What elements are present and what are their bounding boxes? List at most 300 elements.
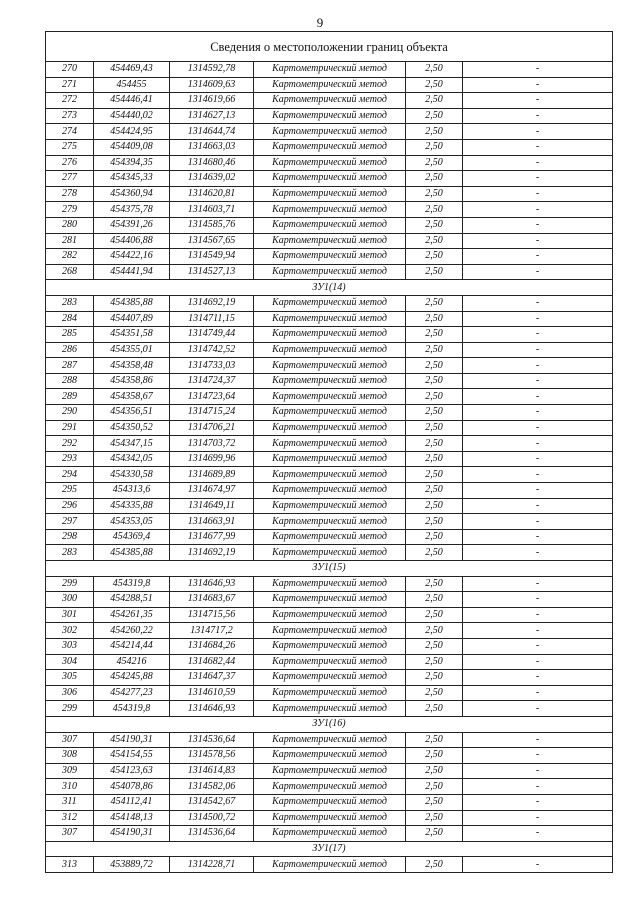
method-cell: Картометрический метод	[254, 607, 406, 623]
table-row	[46, 233, 613, 249]
remark-cell: -	[463, 186, 613, 202]
point-number-cell: 309	[46, 763, 94, 779]
x-coordinate-cell: 454409,08	[94, 139, 170, 155]
precision-cell: 2,50	[406, 685, 463, 701]
remark-cell: -	[463, 794, 613, 810]
precision-cell: 2,50	[406, 623, 463, 639]
point-number-cell: 274	[46, 124, 94, 140]
remark-cell: -	[463, 93, 613, 109]
table-row	[46, 592, 613, 608]
point-number-cell: 284	[46, 311, 94, 327]
x-coordinate-cell: 454260,22	[94, 623, 170, 639]
remark-cell: -	[463, 748, 613, 764]
point-number-cell: 291	[46, 420, 94, 436]
method-cell: Картометрический метод	[254, 436, 406, 452]
y-coordinate-cell: 1314585,76	[170, 217, 254, 233]
method-cell: Картометрический метод	[254, 217, 406, 233]
point-number-cell: 272	[46, 93, 94, 109]
table-row	[46, 217, 613, 233]
x-coordinate-cell: 454353,05	[94, 514, 170, 530]
y-coordinate-cell: 1314724,37	[170, 373, 254, 389]
y-coordinate-cell: 1314647,37	[170, 670, 254, 686]
method-cell: Картометрический метод	[254, 62, 406, 78]
method-cell: Картометрический метод	[254, 342, 406, 358]
remark-cell: -	[463, 545, 613, 561]
table-row	[46, 342, 613, 358]
x-coordinate-cell: 454394,35	[94, 155, 170, 171]
table-row	[46, 249, 613, 265]
x-coordinate-cell: 454261,35	[94, 607, 170, 623]
table-row	[46, 202, 613, 218]
table-row	[46, 670, 613, 686]
y-coordinate-cell: 1314715,24	[170, 405, 254, 421]
point-number-cell: 299	[46, 576, 94, 592]
method-cell: Картометрический метод	[254, 779, 406, 795]
method-cell: Картометрический метод	[254, 670, 406, 686]
table-row	[46, 155, 613, 171]
point-number-cell: 311	[46, 794, 94, 810]
y-coordinate-cell: 1314703,72	[170, 436, 254, 452]
precision-cell: 2,50	[406, 779, 463, 795]
y-coordinate-cell: 1314614,83	[170, 763, 254, 779]
x-coordinate-cell: 454190,31	[94, 732, 170, 748]
x-coordinate-cell: 454369,4	[94, 529, 170, 545]
point-number-cell: 275	[46, 139, 94, 155]
precision-cell: 2,50	[406, 826, 463, 842]
precision-cell: 2,50	[406, 592, 463, 608]
precision-cell: 2,50	[406, 124, 463, 140]
point-number-cell: 305	[46, 670, 94, 686]
x-coordinate-cell: 454288,51	[94, 592, 170, 608]
method-cell: Картометрический метод	[254, 623, 406, 639]
method-cell: Картометрический метод	[254, 592, 406, 608]
point-number-cell: 270	[46, 62, 94, 78]
y-coordinate-cell: 1314699,96	[170, 451, 254, 467]
remark-cell: -	[463, 701, 613, 717]
table-row	[46, 405, 613, 421]
point-number-cell: 276	[46, 155, 94, 171]
method-cell: Картометрический метод	[254, 545, 406, 561]
x-coordinate-cell: 453889,72	[94, 857, 170, 873]
x-coordinate-cell: 454123,63	[94, 763, 170, 779]
x-coordinate-cell: 454407,89	[94, 311, 170, 327]
method-cell: Картометрический метод	[254, 732, 406, 748]
table-row	[46, 623, 613, 639]
x-coordinate-cell: 454391,26	[94, 217, 170, 233]
method-cell: Картометрический метод	[254, 498, 406, 514]
point-number-cell: 300	[46, 592, 94, 608]
remark-cell: -	[463, 327, 613, 343]
remark-cell: -	[463, 405, 613, 421]
x-coordinate-cell: 454214,44	[94, 638, 170, 654]
point-number-cell: 297	[46, 514, 94, 530]
boundary-coordinates-table	[45, 31, 613, 873]
precision-cell: 2,50	[406, 607, 463, 623]
precision-cell: 2,50	[406, 311, 463, 327]
precision-cell: 2,50	[406, 436, 463, 452]
table-row	[46, 685, 613, 701]
x-coordinate-cell: 454355,01	[94, 342, 170, 358]
y-coordinate-cell: 1314542,67	[170, 794, 254, 810]
precision-cell: 2,50	[406, 701, 463, 717]
remark-cell: -	[463, 810, 613, 826]
x-coordinate-cell: 454406,88	[94, 233, 170, 249]
point-number-cell: 277	[46, 171, 94, 187]
remark-cell: -	[463, 670, 613, 686]
x-coordinate-cell: 454375,78	[94, 202, 170, 218]
y-coordinate-cell: 1314715,56	[170, 607, 254, 623]
x-coordinate-cell: 454148,13	[94, 810, 170, 826]
point-number-cell: 281	[46, 233, 94, 249]
method-cell: Картометрический метод	[254, 202, 406, 218]
section-header-row	[46, 280, 613, 296]
y-coordinate-cell: 1314620,81	[170, 186, 254, 202]
precision-cell: 2,50	[406, 295, 463, 311]
x-coordinate-cell: 454078,86	[94, 779, 170, 795]
point-number-cell: 288	[46, 373, 94, 389]
precision-cell: 2,50	[406, 373, 463, 389]
precision-cell: 2,50	[406, 264, 463, 280]
x-coordinate-cell: 454351,58	[94, 327, 170, 343]
method-cell: Картометрический метод	[254, 701, 406, 717]
y-coordinate-cell: 1314663,91	[170, 514, 254, 530]
table-row	[46, 93, 613, 109]
method-cell: Картометрический метод	[254, 264, 406, 280]
table-row	[46, 124, 613, 140]
section-label: ЗУ1(14)	[46, 280, 613, 296]
point-number-cell: 307	[46, 732, 94, 748]
remark-cell: -	[463, 529, 613, 545]
method-cell: Картометрический метод	[254, 249, 406, 265]
remark-cell: -	[463, 607, 613, 623]
precision-cell: 2,50	[406, 732, 463, 748]
remark-cell: -	[463, 62, 613, 78]
y-coordinate-cell: 1314649,11	[170, 498, 254, 514]
method-cell: Картометрический метод	[254, 467, 406, 483]
section-label: ЗУ1(16)	[46, 716, 613, 732]
precision-cell: 2,50	[406, 217, 463, 233]
table-row	[46, 794, 613, 810]
table-row	[46, 514, 613, 530]
precision-cell: 2,50	[406, 186, 463, 202]
method-cell: Картометрический метод	[254, 576, 406, 592]
x-coordinate-cell: 454358,67	[94, 389, 170, 405]
x-coordinate-cell: 454190,31	[94, 826, 170, 842]
table-row	[46, 810, 613, 826]
precision-cell: 2,50	[406, 763, 463, 779]
y-coordinate-cell: 1314578,56	[170, 748, 254, 764]
remark-cell: -	[463, 685, 613, 701]
method-cell: Картометрический метод	[254, 857, 406, 873]
method-cell: Картометрический метод	[254, 529, 406, 545]
table-row	[46, 498, 613, 514]
y-coordinate-cell: 1314717,2	[170, 623, 254, 639]
method-cell: Картометрический метод	[254, 358, 406, 374]
x-coordinate-cell: 454356,51	[94, 405, 170, 421]
y-coordinate-cell: 1314723,64	[170, 389, 254, 405]
point-number-cell: 280	[46, 217, 94, 233]
remark-cell: -	[463, 295, 613, 311]
x-coordinate-cell: 454216	[94, 654, 170, 670]
method-cell: Картометрический метод	[254, 638, 406, 654]
point-number-cell: 301	[46, 607, 94, 623]
table-row	[46, 186, 613, 202]
remark-cell: -	[463, 342, 613, 358]
x-coordinate-cell: 454385,88	[94, 545, 170, 561]
table-row	[46, 607, 613, 623]
point-number-cell: 302	[46, 623, 94, 639]
remark-cell: -	[463, 171, 613, 187]
table-row	[46, 108, 613, 124]
y-coordinate-cell: 1314536,64	[170, 732, 254, 748]
remark-cell: -	[463, 373, 613, 389]
x-coordinate-cell: 454345,33	[94, 171, 170, 187]
y-coordinate-cell: 1314627,13	[170, 108, 254, 124]
y-coordinate-cell: 1314527,13	[170, 264, 254, 280]
remark-cell: -	[463, 217, 613, 233]
x-coordinate-cell: 454440,02	[94, 108, 170, 124]
method-cell: Картометрический метод	[254, 373, 406, 389]
x-coordinate-cell: 454385,88	[94, 295, 170, 311]
table-row	[46, 638, 613, 654]
precision-cell: 2,50	[406, 62, 463, 78]
point-number-cell: 292	[46, 436, 94, 452]
point-number-cell: 287	[46, 358, 94, 374]
table-row	[46, 139, 613, 155]
y-coordinate-cell: 1314609,63	[170, 77, 254, 93]
method-cell: Картометрический метод	[254, 405, 406, 421]
precision-cell: 2,50	[406, 389, 463, 405]
y-coordinate-cell: 1314733,03	[170, 358, 254, 374]
remark-cell: -	[463, 155, 613, 171]
y-coordinate-cell: 1314582,06	[170, 779, 254, 795]
table-row	[46, 748, 613, 764]
precision-cell: 2,50	[406, 233, 463, 249]
y-coordinate-cell: 1314549,94	[170, 249, 254, 265]
remark-cell: -	[463, 779, 613, 795]
remark-cell: -	[463, 826, 613, 842]
table-row	[46, 576, 613, 592]
method-cell: Картометрический метод	[254, 654, 406, 670]
method-cell: Картометрический метод	[254, 295, 406, 311]
method-cell: Картометрический метод	[254, 327, 406, 343]
y-coordinate-cell: 1314646,93	[170, 576, 254, 592]
precision-cell: 2,50	[406, 93, 463, 109]
x-coordinate-cell: 454441,94	[94, 264, 170, 280]
method-cell: Картометрический метод	[254, 93, 406, 109]
remark-cell: -	[463, 763, 613, 779]
table-row	[46, 327, 613, 343]
precision-cell: 2,50	[406, 451, 463, 467]
x-coordinate-cell: 454112,41	[94, 794, 170, 810]
y-coordinate-cell: 1314603,71	[170, 202, 254, 218]
precision-cell: 2,50	[406, 77, 463, 93]
remark-cell: -	[463, 451, 613, 467]
y-coordinate-cell: 1314500,72	[170, 810, 254, 826]
point-number-cell: 299	[46, 701, 94, 717]
precision-cell: 2,50	[406, 794, 463, 810]
point-number-cell: 290	[46, 405, 94, 421]
x-coordinate-cell: 454422,16	[94, 249, 170, 265]
remark-cell: -	[463, 498, 613, 514]
precision-cell: 2,50	[406, 638, 463, 654]
point-number-cell: 307	[46, 826, 94, 842]
x-coordinate-cell: 454330,58	[94, 467, 170, 483]
table-row	[46, 389, 613, 405]
y-coordinate-cell: 1314567,65	[170, 233, 254, 249]
point-number-cell: 298	[46, 529, 94, 545]
y-coordinate-cell: 1314683,67	[170, 592, 254, 608]
table-row	[46, 732, 613, 748]
x-coordinate-cell: 454446,41	[94, 93, 170, 109]
point-number-cell: 271	[46, 77, 94, 93]
y-coordinate-cell: 1314706,21	[170, 420, 254, 436]
method-cell: Картометрический метод	[254, 514, 406, 530]
remark-cell: -	[463, 108, 613, 124]
point-number-cell: 286	[46, 342, 94, 358]
point-number-cell: 282	[46, 249, 94, 265]
x-coordinate-cell: 454335,88	[94, 498, 170, 514]
precision-cell: 2,50	[406, 545, 463, 561]
table-title-row	[46, 32, 613, 62]
precision-cell: 2,50	[406, 249, 463, 265]
y-coordinate-cell: 1314684,26	[170, 638, 254, 654]
section-header-row	[46, 716, 613, 732]
precision-cell: 2,50	[406, 498, 463, 514]
y-coordinate-cell: 1314742,52	[170, 342, 254, 358]
precision-cell: 2,50	[406, 171, 463, 187]
precision-cell: 2,50	[406, 155, 463, 171]
y-coordinate-cell: 1314228,71	[170, 857, 254, 873]
point-number-cell: 293	[46, 451, 94, 467]
precision-cell: 2,50	[406, 810, 463, 826]
x-coordinate-cell: 454424,95	[94, 124, 170, 140]
table-row	[46, 529, 613, 545]
y-coordinate-cell: 1314639,02	[170, 171, 254, 187]
point-number-cell: 312	[46, 810, 94, 826]
y-coordinate-cell: 1314644,74	[170, 124, 254, 140]
point-number-cell: 313	[46, 857, 94, 873]
point-number-cell: 303	[46, 638, 94, 654]
table-row	[46, 857, 613, 873]
x-coordinate-cell: 454319,8	[94, 701, 170, 717]
remark-cell: -	[463, 311, 613, 327]
remark-cell: -	[463, 576, 613, 592]
x-coordinate-cell: 454469,43	[94, 62, 170, 78]
precision-cell: 2,50	[406, 420, 463, 436]
point-number-cell: 273	[46, 108, 94, 124]
y-coordinate-cell: 1314619,66	[170, 93, 254, 109]
table-row	[46, 779, 613, 795]
y-coordinate-cell: 1314692,19	[170, 295, 254, 311]
x-coordinate-cell: 454319,8	[94, 576, 170, 592]
x-coordinate-cell: 454360,94	[94, 186, 170, 202]
remark-cell: -	[463, 124, 613, 140]
remark-cell: -	[463, 467, 613, 483]
table-row	[46, 763, 613, 779]
precision-cell: 2,50	[406, 467, 463, 483]
y-coordinate-cell: 1314663,03	[170, 139, 254, 155]
remark-cell: -	[463, 77, 613, 93]
remark-cell: -	[463, 249, 613, 265]
table-row	[46, 467, 613, 483]
x-coordinate-cell: 454245,88	[94, 670, 170, 686]
x-coordinate-cell: 454455	[94, 77, 170, 93]
x-coordinate-cell: 454347,15	[94, 436, 170, 452]
point-number-cell: 294	[46, 467, 94, 483]
point-number-cell: 306	[46, 685, 94, 701]
method-cell: Картометрический метод	[254, 186, 406, 202]
precision-cell: 2,50	[406, 654, 463, 670]
precision-cell: 2,50	[406, 342, 463, 358]
method-cell: Картометрический метод	[254, 139, 406, 155]
remark-cell: -	[463, 436, 613, 452]
x-coordinate-cell: 454342,05	[94, 451, 170, 467]
y-coordinate-cell: 1314592,78	[170, 62, 254, 78]
method-cell: Картометрический метод	[254, 420, 406, 436]
remark-cell: -	[463, 483, 613, 499]
remark-cell: -	[463, 264, 613, 280]
y-coordinate-cell: 1314610,59	[170, 685, 254, 701]
y-coordinate-cell: 1314536,64	[170, 826, 254, 842]
x-coordinate-cell: 454313,6	[94, 483, 170, 499]
point-number-cell: 289	[46, 389, 94, 405]
point-number-cell: 296	[46, 498, 94, 514]
precision-cell: 2,50	[406, 358, 463, 374]
precision-cell: 2,50	[406, 576, 463, 592]
method-cell: Картометрический метод	[254, 826, 406, 842]
y-coordinate-cell: 1314689,89	[170, 467, 254, 483]
table-row	[46, 701, 613, 717]
table-row	[46, 483, 613, 499]
precision-cell: 2,50	[406, 748, 463, 764]
table-title: Сведения о местоположении границ объекта	[46, 32, 613, 62]
point-number-cell: 285	[46, 327, 94, 343]
precision-cell: 2,50	[406, 670, 463, 686]
x-coordinate-cell: 454277,23	[94, 685, 170, 701]
method-cell: Картометрический метод	[254, 763, 406, 779]
remark-cell: -	[463, 732, 613, 748]
remark-cell: -	[463, 202, 613, 218]
method-cell: Картометрический метод	[254, 810, 406, 826]
method-cell: Картометрический метод	[254, 108, 406, 124]
y-coordinate-cell: 1314646,93	[170, 701, 254, 717]
remark-cell: -	[463, 420, 613, 436]
section-label: ЗУ1(15)	[46, 561, 613, 577]
table-row	[46, 436, 613, 452]
table-row	[46, 77, 613, 93]
x-coordinate-cell: 454358,48	[94, 358, 170, 374]
remark-cell: -	[463, 139, 613, 155]
y-coordinate-cell: 1314680,46	[170, 155, 254, 171]
remark-cell: -	[463, 638, 613, 654]
method-cell: Картометрический метод	[254, 124, 406, 140]
table-row	[46, 295, 613, 311]
point-number-cell: 310	[46, 779, 94, 795]
page-number: 9	[316, 15, 324, 30]
method-cell: Картометрический метод	[254, 155, 406, 171]
table-row	[46, 264, 613, 280]
remark-cell: -	[463, 358, 613, 374]
table-row	[46, 62, 613, 78]
x-coordinate-cell: 454358,86	[94, 373, 170, 389]
table-row	[46, 654, 613, 670]
table-row	[46, 311, 613, 327]
remark-cell: -	[463, 857, 613, 873]
precision-cell: 2,50	[406, 327, 463, 343]
x-coordinate-cell: 454154,55	[94, 748, 170, 764]
precision-cell: 2,50	[406, 202, 463, 218]
